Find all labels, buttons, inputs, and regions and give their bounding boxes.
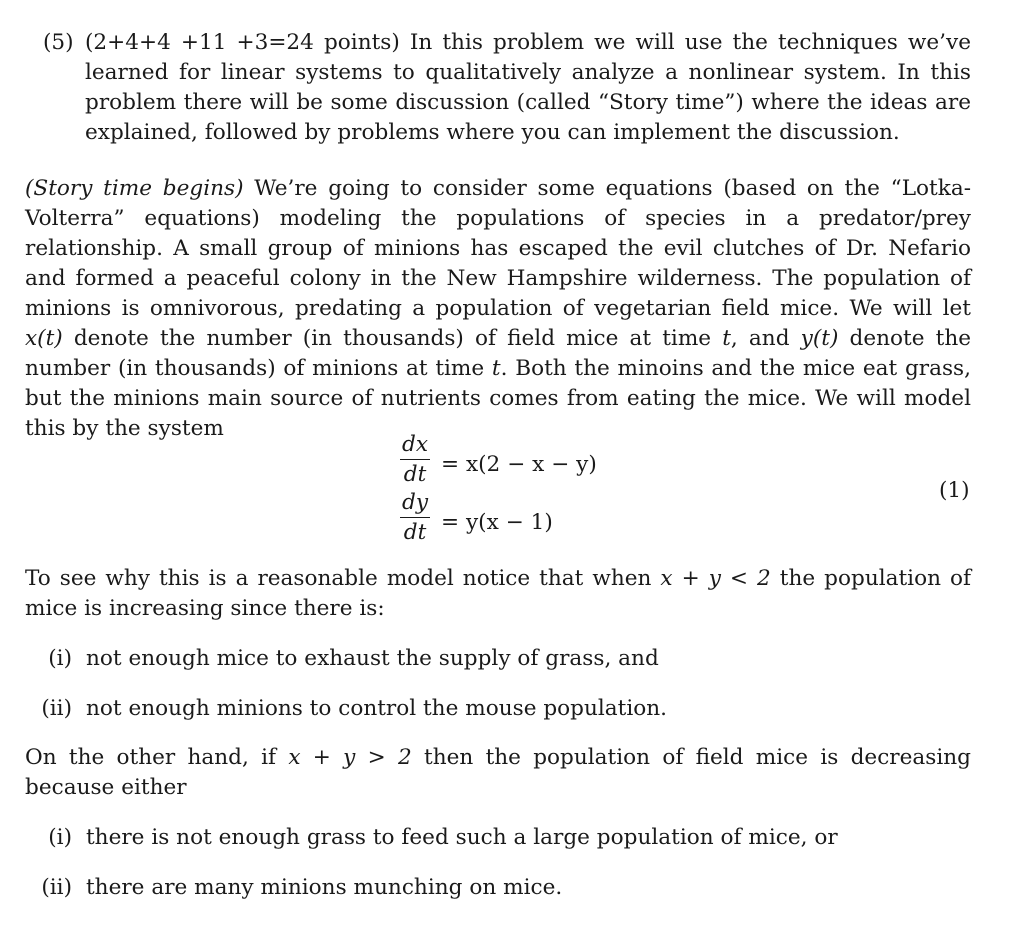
problem-intro: (2+4+4 +11 +3=24 points) In this problem we will use the techniques we’ve learned for linear systems to qualitatively analyze a nonlinear system. In this problem there will be some discussion (called “Story time”) where the ideas are explained, followed by problems where you can implement the discussion.: [85, 30, 971, 145]
other-text-1: On the other hand, if: [25, 745, 289, 770]
reason-text-1: To see why this is a reasonable model notice that when: [25, 566, 661, 591]
list-item-label: (i): [48, 825, 72, 850]
list-item-text: not enough minions to control the mouse population.: [86, 696, 668, 721]
story-text-4: denote the number (in thousands) of minions at time: [25, 326, 972, 381]
fraction-numerator: dx: [402, 432, 429, 457]
equation-number: (1): [939, 478, 970, 503]
math-y-of-t: y(t): [800, 326, 839, 351]
fraction-dy-dt: [400, 490, 430, 546]
fraction-numerator: dy: [402, 490, 429, 515]
fraction-denominator: dt: [403, 520, 427, 545]
fraction-bar: [400, 459, 430, 460]
list-item-label: (i): [48, 646, 72, 671]
story-text-1: We’re going to consider some equations (based on the “Lotka-Volterra” equations) modeling the populations of species in a predator/prey relationship. A small group of minions has escaped the evil clutches of Dr. Nefario and formed a peaceful colony in the New Hampshire wilderness. The population of minions is omnivorous, predating a population of vegetarian field mice. We will let: [25, 176, 971, 321]
list-item-text: there is not enough grass to feed such a large population of mice, or: [86, 825, 838, 850]
reason-text-2: the population of mice is increasing since there is:: [25, 566, 971, 621]
math-x-of-t: x(t): [25, 326, 63, 351]
story-paragraph: [25, 174, 971, 444]
math-condition-greater: x + y > 2: [288, 745, 412, 770]
equation-1-rhs: = x(2 − x − y): [441, 452, 597, 477]
story-text-2: denote the number (in thousands) of field mice at time: [62, 326, 723, 351]
other-text-2: then the population of field mice is decreasing because either: [25, 745, 971, 800]
fraction-dx-dt: [400, 432, 430, 488]
list-item-text: not enough mice to exhaust the supply of grass, and: [86, 646, 659, 671]
list-item-text: there are many minions munching on mice.: [86, 875, 563, 900]
fraction-denominator: dt: [403, 462, 427, 487]
problem-number: (5): [43, 30, 74, 55]
fraction-bar: [400, 517, 430, 518]
math-t: t: [722, 326, 731, 351]
math-t-2: t: [491, 356, 501, 381]
story-label: (Story time begins): [25, 176, 244, 201]
math-condition-less: x + y < 2: [660, 566, 771, 591]
story-text-5: . Both the minoins and the mice eat grass, but the minions main source of nutrients comes from eating the mice. We will model this by the system: [25, 356, 971, 441]
problem-header: [25, 28, 971, 148]
other-paragraph: [25, 743, 971, 803]
equation-system: [0, 424, 1024, 549]
list-item-label: (ii): [41, 696, 72, 721]
equation-2-rhs: = y(x − 1): [441, 510, 553, 535]
story-text-3: , and: [730, 326, 801, 351]
reason-paragraph: [25, 564, 971, 624]
list-item-label: (ii): [41, 875, 72, 900]
